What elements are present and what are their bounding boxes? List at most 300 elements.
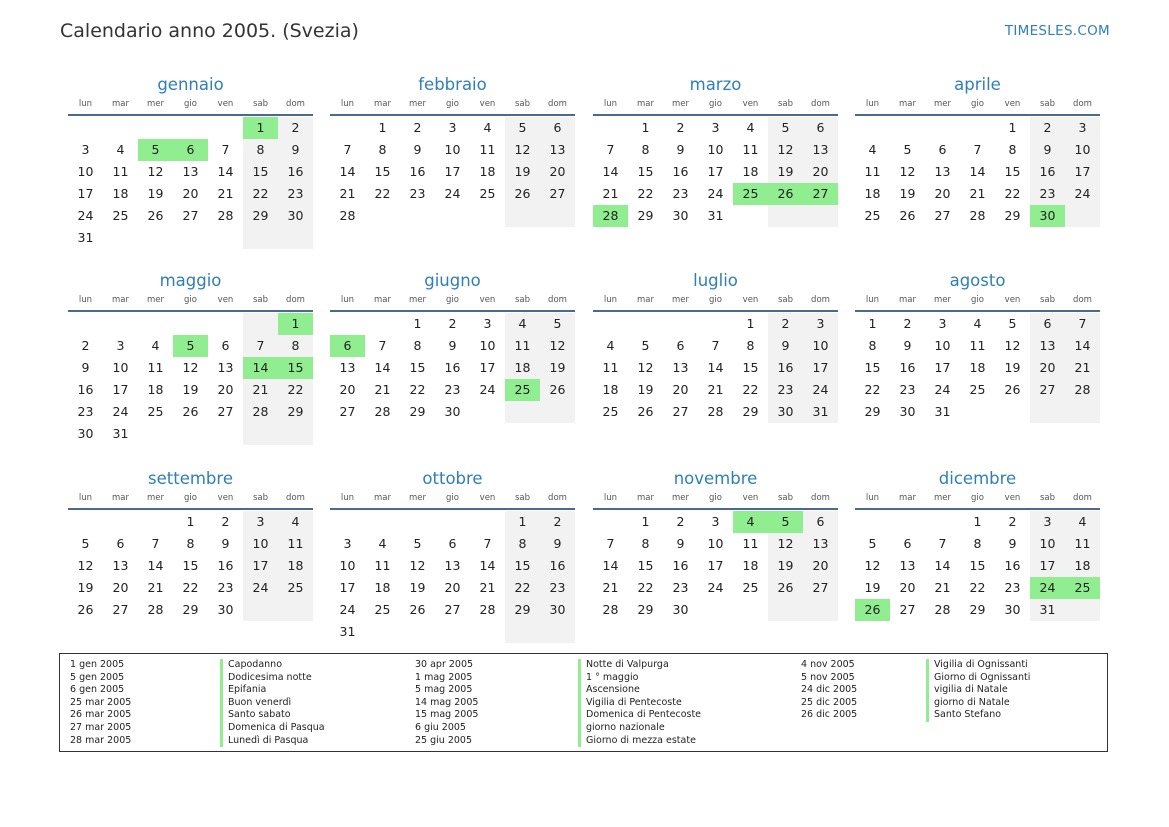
day-cell[interactable]: 18 [278,555,313,577]
day-cell[interactable]: 1 [378,120,387,135]
day-cell[interactable]: 15 [243,161,278,183]
day-cell[interactable]: 18 [112,186,129,201]
day-cell[interactable]: 26 [409,602,426,617]
day-cell[interactable]: 13 [112,558,129,573]
day-cell[interactable]: 28 [374,404,391,419]
day-cell[interactable]: 14 [602,164,619,179]
day-cell[interactable]: 28 [243,401,278,423]
day-cell[interactable]: 14 [339,164,356,179]
day-cell[interactable]: 19 [77,580,94,595]
day-cell[interactable]: 28 [479,602,496,617]
day-cell[interactable]: 12 [1004,338,1021,353]
day-cell[interactable]: 18 [864,186,881,201]
day-cell[interactable]: 12 [637,360,654,375]
day-cell[interactable]: 1 [973,514,982,529]
day-cell[interactable]: 23 [672,186,689,201]
day-cell[interactable]: 25 [864,208,881,223]
day-cell[interactable]: 24 [339,602,356,617]
day-cell[interactable]: 12 [505,139,540,161]
day-cell[interactable]: 6 [116,536,125,551]
day-cell[interactable]: 9 [540,533,575,555]
day-cell[interactable]: 14 [243,357,278,379]
day-cell[interactable]: 7 [1065,313,1100,335]
day-cell[interactable]: 5 [903,142,912,157]
day-cell[interactable]: 23 [1004,580,1021,595]
day-cell[interactable]: 20 [934,186,951,201]
day-cell[interactable]: 9 [903,338,912,353]
day-cell[interactable]: 4 [1065,511,1100,533]
day-cell[interactable]: 18 [505,357,540,379]
day-cell[interactable]: 29 [969,602,986,617]
day-cell[interactable]: 2 [676,120,685,135]
day-cell[interactable]: 11 [479,142,496,157]
day-cell[interactable]: 1 [505,511,540,533]
day-cell[interactable]: 22 [1004,186,1021,201]
day-cell[interactable]: 26 [855,599,890,621]
day-cell[interactable]: 25 [479,186,496,201]
day-cell[interactable]: 1 [243,117,278,139]
day-cell[interactable]: 27 [182,208,199,223]
day-cell[interactable]: 14 [1065,335,1100,357]
day-cell[interactable]: 14 [707,360,724,375]
day-cell[interactable]: 14 [217,164,234,179]
day-cell[interactable]: 15 [505,555,540,577]
day-cell[interactable]: 4 [151,338,160,353]
day-cell[interactable]: 15 [637,164,654,179]
day-cell[interactable]: 26 [505,183,540,205]
day-cell[interactable]: 9 [221,536,230,551]
day-cell[interactable]: 30 [1030,205,1065,227]
day-cell[interactable]: 8 [378,142,387,157]
day-cell[interactable]: 5 [768,511,803,533]
day-cell[interactable]: 11 [969,338,986,353]
day-cell[interactable]: 23 [899,382,916,397]
day-cell[interactable]: 31 [339,624,356,639]
day-cell[interactable]: 6 [173,139,208,161]
day-cell[interactable]: 5 [641,338,650,353]
day-cell[interactable]: 3 [483,316,492,331]
day-cell[interactable]: 25 [374,602,391,617]
day-cell[interactable]: 7 [606,142,615,157]
day-cell[interactable]: 25 [1065,577,1100,599]
day-cell[interactable]: 15 [864,360,881,375]
day-cell[interactable]: 18 [374,580,391,595]
day-cell[interactable]: 9 [448,338,457,353]
day-cell[interactable]: 29 [505,599,540,621]
day-cell[interactable]: 6 [903,536,912,551]
day-cell[interactable]: 13 [803,533,838,555]
day-cell[interactable]: 20 [672,382,689,397]
day-cell[interactable]: 2 [768,313,803,335]
day-cell[interactable]: 20 [182,186,199,201]
day-cell[interactable]: 14 [479,558,496,573]
day-cell[interactable]: 21 [969,186,986,201]
day-cell[interactable]: 23 [672,580,689,595]
day-cell[interactable]: 27 [899,602,916,617]
day-cell[interactable]: 3 [803,313,838,335]
day-cell[interactable]: 10 [803,335,838,357]
day-cell[interactable]: 24 [803,379,838,401]
day-cell[interactable]: 21 [602,186,619,201]
day-cell[interactable]: 22 [182,580,199,595]
day-cell[interactable]: 30 [278,205,313,227]
day-cell[interactable]: 25 [505,379,540,401]
day-cell[interactable]: 31 [112,426,129,441]
day-cell[interactable]: 16 [217,558,234,573]
day-cell[interactable]: 7 [606,536,615,551]
day-cell[interactable]: 16 [672,164,689,179]
day-cell[interactable]: 21 [217,186,234,201]
day-cell[interactable]: 31 [1030,599,1065,621]
day-cell[interactable]: 14 [374,360,391,375]
day-cell[interactable]: 28 [593,205,628,227]
day-cell[interactable]: 26 [637,404,654,419]
day-cell[interactable]: 14 [602,558,619,573]
day-cell[interactable]: 17 [707,558,724,573]
day-cell[interactable]: 16 [672,558,689,573]
day-cell[interactable]: 19 [1004,360,1021,375]
day-cell[interactable]: 10 [1030,533,1065,555]
day-cell[interactable]: 23 [444,382,461,397]
day-cell[interactable]: 19 [147,186,164,201]
day-cell[interactable]: 27 [803,183,838,205]
day-cell[interactable]: 27 [540,183,575,205]
day-cell[interactable]: 2 [903,316,912,331]
day-cell[interactable]: 22 [864,382,881,397]
day-cell[interactable]: 21 [707,382,724,397]
day-cell[interactable]: 6 [540,117,575,139]
day-cell[interactable]: 11 [505,335,540,357]
day-cell[interactable]: 31 [707,208,724,223]
day-cell[interactable]: 23 [217,580,234,595]
day-cell[interactable]: 27 [112,602,129,617]
day-cell[interactable]: 22 [278,379,313,401]
day-cell[interactable]: 15 [182,558,199,573]
day-cell[interactable]: 7 [378,338,387,353]
day-cell[interactable]: 6 [221,338,230,353]
day-cell[interactable]: 22 [637,186,654,201]
day-cell[interactable]: 2 [676,514,685,529]
day-cell[interactable]: 1 [278,313,313,335]
day-cell[interactable]: 8 [641,536,650,551]
day-cell[interactable]: 30 [1004,602,1021,617]
day-cell[interactable]: 11 [374,558,391,573]
day-cell[interactable]: 15 [742,360,759,375]
day-cell[interactable]: 16 [77,382,94,397]
day-cell[interactable]: 11 [742,536,759,551]
day-cell[interactable]: 20 [339,382,356,397]
day-cell[interactable]: 24 [934,382,951,397]
day-cell[interactable]: 4 [868,142,877,157]
day-cell[interactable]: 24 [444,186,461,201]
day-cell[interactable]: 18 [969,360,986,375]
day-cell[interactable]: 24 [243,577,278,599]
day-cell[interactable]: 16 [444,360,461,375]
day-cell[interactable]: 2 [448,316,457,331]
day-cell[interactable]: 11 [147,360,164,375]
day-cell[interactable]: 20 [899,580,916,595]
day-cell[interactable]: 17 [1065,161,1100,183]
day-cell[interactable]: 28 [217,208,234,223]
day-cell[interactable]: 18 [602,382,619,397]
day-cell[interactable]: 27 [217,404,234,419]
day-cell[interactable]: 19 [864,580,881,595]
day-cell[interactable]: 10 [707,142,724,157]
day-cell[interactable]: 15 [278,357,313,379]
day-cell[interactable]: 7 [483,536,492,551]
day-cell[interactable]: 3 [343,536,352,551]
day-cell[interactable]: 26 [768,183,803,205]
day-cell[interactable]: 22 [243,183,278,205]
day-cell[interactable]: 25 [112,208,129,223]
day-cell[interactable]: 24 [707,186,724,201]
day-cell[interactable]: 4 [733,511,768,533]
day-cell[interactable]: 2 [1008,514,1017,529]
day-cell[interactable]: 25 [742,580,759,595]
day-cell[interactable]: 9 [676,536,685,551]
day-cell[interactable]: 7 [938,536,947,551]
day-cell[interactable]: 25 [278,577,313,599]
day-cell[interactable]: 14 [934,558,951,573]
day-cell[interactable]: 2 [413,120,422,135]
day-cell[interactable]: 17 [444,164,461,179]
day-cell[interactable]: 6 [1030,313,1065,335]
day-cell[interactable]: 4 [606,338,615,353]
day-cell[interactable]: 17 [1030,555,1065,577]
day-cell[interactable]: 7 [151,536,160,551]
day-cell[interactable]: 13 [540,139,575,161]
day-cell[interactable]: 12 [864,558,881,573]
day-cell[interactable]: 26 [182,404,199,419]
day-cell[interactable]: 21 [374,382,391,397]
day-cell[interactable]: 11 [112,164,129,179]
day-cell[interactable]: 17 [707,164,724,179]
day-cell[interactable]: 10 [444,142,461,157]
day-cell[interactable]: 3 [1065,117,1100,139]
day-cell[interactable]: 19 [505,161,540,183]
day-cell[interactable]: 27 [934,208,951,223]
day-cell[interactable]: 13 [217,360,234,375]
day-cell[interactable]: 18 [1065,555,1100,577]
day-cell[interactable]: 13 [339,360,356,375]
day-cell[interactable]: 13 [899,558,916,573]
day-cell[interactable]: 8 [641,142,650,157]
day-cell[interactable]: 24 [1065,183,1100,205]
day-cell[interactable]: 28 [147,602,164,617]
day-cell[interactable]: 29 [637,208,654,223]
day-cell[interactable]: 3 [448,120,457,135]
day-cell[interactable]: 23 [77,404,94,419]
day-cell[interactable]: 31 [803,401,838,423]
day-cell[interactable]: 30 [444,404,461,419]
day-cell[interactable]: 3 [81,142,90,157]
day-cell[interactable]: 29 [182,602,199,617]
day-cell[interactable]: 27 [339,404,356,419]
day-cell[interactable]: 10 [339,558,356,573]
day-cell[interactable]: 16 [1030,161,1065,183]
day-cell[interactable]: 8 [1008,142,1017,157]
day-cell[interactable]: 2 [1030,117,1065,139]
day-cell[interactable]: 28 [707,404,724,419]
day-cell[interactable]: 18 [742,164,759,179]
day-cell[interactable]: 24 [112,404,129,419]
day-cell[interactable]: 10 [243,533,278,555]
day-cell[interactable]: 3 [116,338,125,353]
day-cell[interactable]: 20 [217,382,234,397]
day-cell[interactable]: 17 [243,555,278,577]
day-cell[interactable]: 12 [182,360,199,375]
day-cell[interactable]: 26 [899,208,916,223]
day-cell[interactable]: 31 [77,230,94,245]
day-cell[interactable]: 27 [1030,379,1065,401]
day-cell[interactable]: 21 [243,379,278,401]
day-cell[interactable]: 5 [81,536,90,551]
day-cell[interactable]: 4 [378,536,387,551]
day-cell[interactable]: 10 [479,338,496,353]
day-cell[interactable]: 16 [768,357,803,379]
day-cell[interactable]: 5 [540,313,575,335]
day-cell[interactable]: 28 [1065,379,1100,401]
day-cell[interactable]: 29 [1004,208,1021,223]
day-cell[interactable]: 14 [969,164,986,179]
day-cell[interactable]: 1 [641,120,650,135]
day-cell[interactable]: 2 [221,514,230,529]
day-cell[interactable]: 15 [1004,164,1021,179]
day-cell[interactable]: 5 [868,536,877,551]
day-cell[interactable]: 8 [413,338,422,353]
day-cell[interactable]: 2 [278,117,313,139]
day-cell[interactable]: 6 [803,511,838,533]
day-cell[interactable]: 12 [147,164,164,179]
day-cell[interactable]: 26 [77,602,94,617]
day-cell[interactable]: 9 [1030,139,1065,161]
day-cell[interactable]: 19 [768,161,803,183]
day-cell[interactable]: 4 [746,120,755,135]
day-cell[interactable]: 13 [672,360,689,375]
day-cell[interactable]: 22 [409,382,426,397]
day-cell[interactable]: 13 [1030,335,1065,357]
day-cell[interactable]: 8 [868,338,877,353]
day-cell[interactable]: 19 [637,382,654,397]
day-cell[interactable]: 18 [479,164,496,179]
day-cell[interactable]: 28 [339,208,356,223]
day-cell[interactable]: 7 [343,142,352,157]
day-cell[interactable]: 18 [147,382,164,397]
day-cell[interactable]: 16 [540,555,575,577]
day-cell[interactable]: 26 [768,577,803,599]
day-cell[interactable]: 22 [969,580,986,595]
day-cell[interactable]: 19 [182,382,199,397]
day-cell[interactable]: 20 [540,161,575,183]
day-cell[interactable]: 15 [969,558,986,573]
day-cell[interactable]: 5 [413,536,422,551]
day-cell[interactable]: 21 [1065,357,1100,379]
day-cell[interactable]: 12 [899,164,916,179]
day-cell[interactable]: 29 [278,401,313,423]
day-cell[interactable]: 16 [278,161,313,183]
day-cell[interactable]: 22 [374,186,391,201]
day-cell[interactable]: 5 [768,117,803,139]
day-cell[interactable]: 30 [540,599,575,621]
day-cell[interactable]: 11 [1065,533,1100,555]
day-cell[interactable]: 24 [1030,577,1065,599]
day-cell[interactable]: 16 [409,164,426,179]
day-cell[interactable]: 8 [746,338,755,353]
day-cell[interactable]: 7 [973,142,982,157]
day-cell[interactable]: 5 [1008,316,1017,331]
day-cell[interactable]: 11 [602,360,619,375]
day-cell[interactable]: 15 [409,360,426,375]
day-cell[interactable]: 9 [1008,536,1017,551]
day-cell[interactable]: 7 [711,338,720,353]
day-cell[interactable]: 4 [505,313,540,335]
day-cell[interactable]: 11 [742,142,759,157]
day-cell[interactable]: 19 [768,555,803,577]
day-cell[interactable]: 12 [768,139,803,161]
day-cell[interactable]: 30 [899,404,916,419]
day-cell[interactable]: 27 [672,404,689,419]
day-cell[interactable]: 10 [1065,139,1100,161]
day-cell[interactable]: 17 [934,360,951,375]
day-cell[interactable]: 23 [768,379,803,401]
day-cell[interactable]: 2 [81,338,90,353]
day-cell[interactable]: 30 [77,426,94,441]
day-cell[interactable]: 29 [742,404,759,419]
day-cell[interactable]: 3 [711,514,720,529]
day-cell[interactable]: 1 [413,316,422,331]
day-cell[interactable]: 1 [186,514,195,529]
day-cell[interactable]: 14 [147,558,164,573]
day-cell[interactable]: 24 [77,208,94,223]
day-cell[interactable]: 3 [711,120,720,135]
day-cell[interactable]: 2 [540,511,575,533]
day-cell[interactable]: 19 [899,186,916,201]
day-cell[interactable]: 28 [969,208,986,223]
day-cell[interactable]: 7 [243,335,278,357]
day-cell[interactable]: 10 [707,536,724,551]
day-cell[interactable]: 9 [278,139,313,161]
day-cell[interactable]: 25 [733,183,768,205]
day-cell[interactable]: 3 [938,316,947,331]
day-cell[interactable]: 17 [77,186,94,201]
day-cell[interactable]: 20 [803,555,838,577]
day-cell[interactable]: 30 [217,602,234,617]
day-cell[interactable]: 6 [938,142,947,157]
day-cell[interactable]: 25 [147,404,164,419]
day-cell[interactable]: 10 [77,164,94,179]
day-cell[interactable]: 11 [278,533,313,555]
day-cell[interactable]: 22 [637,580,654,595]
day-cell[interactable]: 13 [182,164,199,179]
day-cell[interactable]: 21 [479,580,496,595]
day-cell[interactable]: 15 [637,558,654,573]
day-cell[interactable]: 19 [409,580,426,595]
day-cell[interactable]: 23 [540,577,575,599]
day-cell[interactable]: 1 [868,316,877,331]
day-cell[interactable]: 26 [1004,382,1021,397]
day-cell[interactable]: 13 [934,164,951,179]
day-cell[interactable]: 21 [934,580,951,595]
day-cell[interactable]: 18 [742,558,759,573]
day-cell[interactable]: 17 [479,360,496,375]
day-cell[interactable]: 20 [112,580,129,595]
day-cell[interactable]: 21 [147,580,164,595]
day-cell[interactable]: 6 [676,338,685,353]
day-cell[interactable]: 10 [112,360,129,375]
day-cell[interactable]: 1 [1008,120,1017,135]
brand-link[interactable]: TIMESLES.COM [1004,23,1110,39]
day-cell[interactable]: 22 [742,382,759,397]
